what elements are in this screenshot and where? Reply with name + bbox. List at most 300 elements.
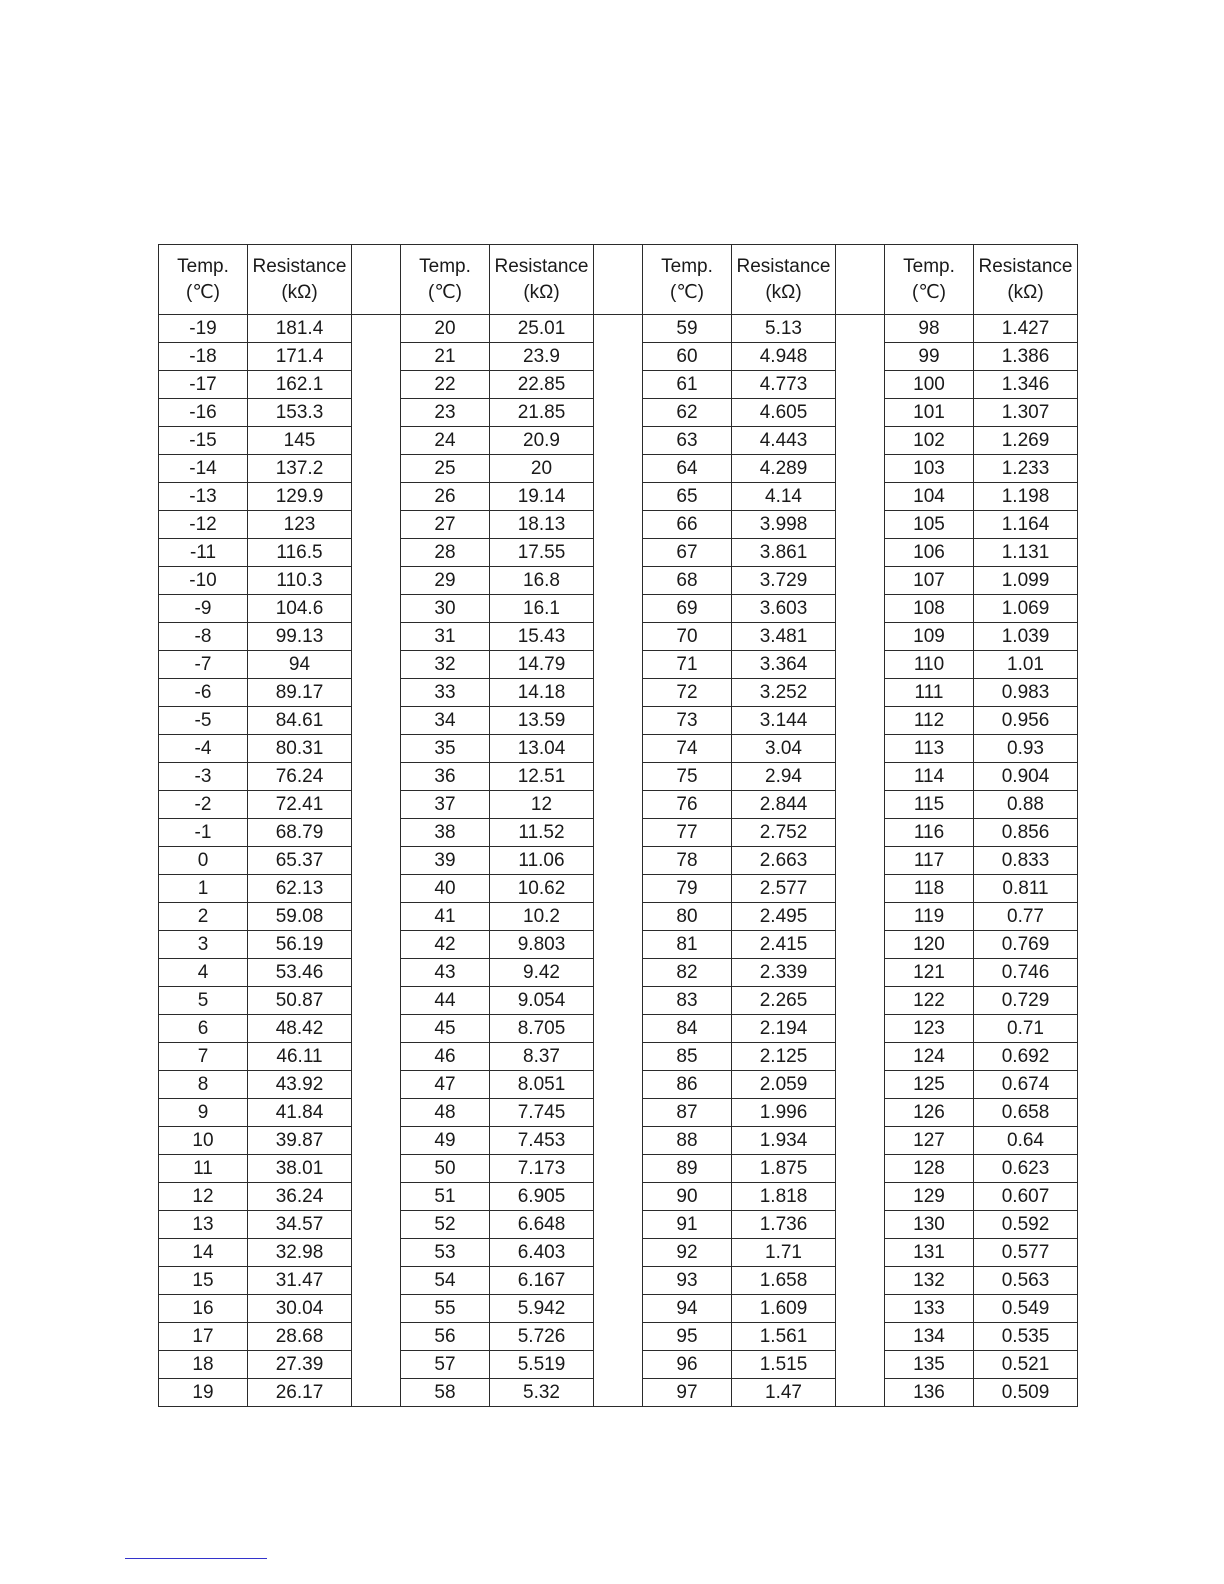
resistance-cell: 4.443 <box>732 427 836 455</box>
temp-cell: 108 <box>885 595 974 623</box>
temp-cell: 5 <box>159 987 248 1015</box>
temp-cell: 36 <box>401 763 490 791</box>
temp-cell: 100 <box>885 371 974 399</box>
resistance-cell: 84.61 <box>248 707 352 735</box>
column-gap <box>352 987 401 1015</box>
column-gap <box>836 483 885 511</box>
table-row <box>159 651 1078 679</box>
column-gap <box>836 1155 885 1183</box>
resistance-cell: 8.37 <box>490 1043 594 1071</box>
resistance-cell: 162.1 <box>248 371 352 399</box>
table-row <box>159 875 1078 903</box>
resistance-cell: 36.24 <box>248 1183 352 1211</box>
temp-cell: 32 <box>401 651 490 679</box>
temp-cell: 24 <box>401 427 490 455</box>
temp-cell: 80 <box>643 903 732 931</box>
table-row <box>159 1239 1078 1267</box>
column-gap <box>594 735 643 763</box>
column-gap <box>836 1099 885 1127</box>
temp-cell: 127 <box>885 1127 974 1155</box>
column-gap <box>352 1043 401 1071</box>
temp-cell: 95 <box>643 1323 732 1351</box>
column-gap <box>836 1379 885 1407</box>
resistance-cell: 18.13 <box>490 511 594 539</box>
resistance-header <box>732 245 836 315</box>
resistance-cell: 9.054 <box>490 987 594 1015</box>
column-gap <box>836 875 885 903</box>
resistance-cell: 3.603 <box>732 595 836 623</box>
resistance-cell: 8.051 <box>490 1071 594 1099</box>
table-row <box>159 1127 1078 1155</box>
temp-cell: 78 <box>643 847 732 875</box>
temp-cell: 22 <box>401 371 490 399</box>
temp-cell: 112 <box>885 707 974 735</box>
resistance-cell: 72.41 <box>248 791 352 819</box>
column-gap <box>836 735 885 763</box>
temp-header-unit: (℃) <box>428 281 462 303</box>
resistance-cell: 56.19 <box>248 931 352 959</box>
temp-cell: 38 <box>401 819 490 847</box>
temp-cell: 135 <box>885 1351 974 1379</box>
table-row <box>159 1267 1078 1295</box>
column-gap <box>594 987 643 1015</box>
column-gap <box>352 455 401 483</box>
column-gap <box>352 735 401 763</box>
resistance-cell: 99.13 <box>248 623 352 651</box>
resistance-cell: 0.692 <box>974 1043 1078 1071</box>
temp-cell: 92 <box>643 1239 732 1267</box>
resistance-cell: 12 <box>490 791 594 819</box>
temp-header <box>401 245 490 315</box>
table-row <box>159 1295 1078 1323</box>
column-gap <box>352 791 401 819</box>
column-gap <box>352 567 401 595</box>
resistance-header <box>490 245 594 315</box>
column-gap <box>352 763 401 791</box>
column-gap <box>836 455 885 483</box>
temp-cell: 13 <box>159 1211 248 1239</box>
resistance-cell: 2.663 <box>732 847 836 875</box>
temp-cell: 16 <box>159 1295 248 1323</box>
column-gap <box>352 539 401 567</box>
temp-cell: 101 <box>885 399 974 427</box>
column-gap <box>594 651 643 679</box>
temp-cell: -17 <box>159 371 248 399</box>
resistance-cell: 0.535 <box>974 1323 1078 1351</box>
column-gap <box>836 511 885 539</box>
resistance-cell: 1.609 <box>732 1295 836 1323</box>
resistance-cell: 38.01 <box>248 1155 352 1183</box>
temp-cell: 11 <box>159 1155 248 1183</box>
column-gap <box>594 903 643 931</box>
resistance-cell: 1.039 <box>974 623 1078 651</box>
temp-cell: 94 <box>643 1295 732 1323</box>
temp-cell: 124 <box>885 1043 974 1071</box>
temp-cell: 82 <box>643 959 732 987</box>
column-gap <box>836 707 885 735</box>
column-gap <box>594 1239 643 1267</box>
resistance-cell: 50.87 <box>248 987 352 1015</box>
temp-cell: 86 <box>643 1071 732 1099</box>
resistance-header-label: Resistance <box>978 255 1073 277</box>
resistance-header-label: Resistance <box>252 255 347 277</box>
temp-cell: 55 <box>401 1295 490 1323</box>
temp-cell: 66 <box>643 511 732 539</box>
temp-cell: 120 <box>885 931 974 959</box>
temp-cell: 21 <box>401 343 490 371</box>
resistance-cell: 20.9 <box>490 427 594 455</box>
temp-cell: -14 <box>159 455 248 483</box>
resistance-cell: 26.17 <box>248 1379 352 1407</box>
column-gap <box>594 679 643 707</box>
column-gap <box>594 371 643 399</box>
column-gap <box>594 1379 643 1407</box>
table-row <box>159 1155 1078 1183</box>
resistance-cell: 1.934 <box>732 1127 836 1155</box>
resistance-cell: 3.144 <box>732 707 836 735</box>
column-gap <box>836 847 885 875</box>
table-row <box>159 903 1078 931</box>
resistance-cell: 32.98 <box>248 1239 352 1267</box>
resistance-cell: 20 <box>490 455 594 483</box>
resistance-cell: 2.194 <box>732 1015 836 1043</box>
resistance-cell: 4.14 <box>732 483 836 511</box>
resistance-cell: 104.6 <box>248 595 352 623</box>
column-gap <box>352 1323 401 1351</box>
resistance-header-unit: (kΩ) <box>523 281 560 303</box>
temp-cell: 53 <box>401 1239 490 1267</box>
resistance-header-unit: (kΩ) <box>765 281 802 303</box>
column-gap <box>836 1211 885 1239</box>
temp-cell: 33 <box>401 679 490 707</box>
temp-cell: 115 <box>885 791 974 819</box>
column-gap <box>836 1071 885 1099</box>
column-gap <box>352 847 401 875</box>
resistance-cell: 14.79 <box>490 651 594 679</box>
table-row <box>159 735 1078 763</box>
resistance-cell: 1.069 <box>974 595 1078 623</box>
temp-cell: 90 <box>643 1183 732 1211</box>
resistance-cell: 2.752 <box>732 819 836 847</box>
column-gap <box>594 819 643 847</box>
temp-cell: 119 <box>885 903 974 931</box>
resistance-cell: 8.705 <box>490 1015 594 1043</box>
temp-cell: 46 <box>401 1043 490 1071</box>
temp-header <box>885 245 974 315</box>
resistance-cell: 2.125 <box>732 1043 836 1071</box>
resistance-cell: 0.93 <box>974 735 1078 763</box>
table-row <box>159 511 1078 539</box>
temp-cell: 34 <box>401 707 490 735</box>
table-row <box>159 315 1078 343</box>
resistance-cell: 116.5 <box>248 539 352 567</box>
temp-cell: -18 <box>159 343 248 371</box>
temp-cell: 93 <box>643 1267 732 1295</box>
temp-cell: 71 <box>643 651 732 679</box>
temp-cell: 4 <box>159 959 248 987</box>
resistance-cell: 1.233 <box>974 455 1078 483</box>
column-gap <box>836 245 885 315</box>
column-gap <box>594 427 643 455</box>
table-row <box>159 679 1078 707</box>
resistance-cell: 0.904 <box>974 763 1078 791</box>
temp-cell: -12 <box>159 511 248 539</box>
table-row <box>159 959 1078 987</box>
temp-cell: 48 <box>401 1099 490 1127</box>
resistance-cell: 110.3 <box>248 567 352 595</box>
resistance-cell: 22.85 <box>490 371 594 399</box>
temp-cell: 125 <box>885 1071 974 1099</box>
resistance-header <box>974 245 1078 315</box>
temp-cell: 76 <box>643 791 732 819</box>
temp-cell: -2 <box>159 791 248 819</box>
column-gap <box>594 847 643 875</box>
resistance-cell: 1.099 <box>974 567 1078 595</box>
resistance-cell: 25.01 <box>490 315 594 343</box>
temp-cell: 99 <box>885 343 974 371</box>
resistance-cell: 13.59 <box>490 707 594 735</box>
temp-cell: 133 <box>885 1295 974 1323</box>
resistance-cell: 23.9 <box>490 343 594 371</box>
resistance-cell: 5.32 <box>490 1379 594 1407</box>
resistance-cell: 5.13 <box>732 315 836 343</box>
table-body <box>159 315 1078 1407</box>
column-gap <box>352 903 401 931</box>
column-gap <box>352 959 401 987</box>
resistance-cell: 34.57 <box>248 1211 352 1239</box>
column-gap <box>352 1183 401 1211</box>
temp-cell: 65 <box>643 483 732 511</box>
column-gap <box>352 931 401 959</box>
temp-cell: 83 <box>643 987 732 1015</box>
temp-cell: 26 <box>401 483 490 511</box>
table-row <box>159 819 1078 847</box>
table-row <box>159 847 1078 875</box>
temp-cell: 116 <box>885 819 974 847</box>
temp-cell: 37 <box>401 791 490 819</box>
temp-cell: 25 <box>401 455 490 483</box>
temp-cell: 23 <box>401 399 490 427</box>
resistance-cell: 6.648 <box>490 1211 594 1239</box>
resistance-cell: 21.85 <box>490 399 594 427</box>
table-row <box>159 595 1078 623</box>
table-row <box>159 1043 1078 1071</box>
temp-cell: 129 <box>885 1183 974 1211</box>
temp-cell: 49 <box>401 1127 490 1155</box>
resistance-cell: 1.875 <box>732 1155 836 1183</box>
column-gap <box>836 371 885 399</box>
column-gap <box>836 399 885 427</box>
temp-cell: 31 <box>401 623 490 651</box>
temp-cell: 81 <box>643 931 732 959</box>
resistance-cell: 68.79 <box>248 819 352 847</box>
table-row <box>159 931 1078 959</box>
resistance-cell: 3.04 <box>732 735 836 763</box>
table-row <box>159 987 1078 1015</box>
temp-cell: 57 <box>401 1351 490 1379</box>
temp-cell: 106 <box>885 539 974 567</box>
resistance-cell: 1.164 <box>974 511 1078 539</box>
column-gap <box>594 1127 643 1155</box>
resistance-cell: 0.577 <box>974 1239 1078 1267</box>
temp-cell: 58 <box>401 1379 490 1407</box>
resistance-header <box>248 245 352 315</box>
column-gap <box>836 343 885 371</box>
temp-cell: -1 <box>159 819 248 847</box>
temp-cell: 105 <box>885 511 974 539</box>
resistance-cell: 65.37 <box>248 847 352 875</box>
column-gap <box>594 1211 643 1239</box>
temp-cell: 77 <box>643 819 732 847</box>
column-gap <box>352 707 401 735</box>
temp-header-label: Temp. <box>661 255 713 277</box>
temp-cell: -19 <box>159 315 248 343</box>
temp-cell: 42 <box>401 931 490 959</box>
column-gap <box>352 595 401 623</box>
column-gap <box>836 1043 885 1071</box>
resistance-cell: 31.47 <box>248 1267 352 1295</box>
resistance-cell: 1.47 <box>732 1379 836 1407</box>
column-gap <box>352 1071 401 1099</box>
resistance-cell: 15.43 <box>490 623 594 651</box>
resistance-cell: 89.17 <box>248 679 352 707</box>
resistance-cell: 3.364 <box>732 651 836 679</box>
resistance-cell: 1.658 <box>732 1267 836 1295</box>
temp-cell: 131 <box>885 1239 974 1267</box>
temp-cell: 121 <box>885 959 974 987</box>
resistance-header-unit: (kΩ) <box>1007 281 1044 303</box>
resistance-cell: 30.04 <box>248 1295 352 1323</box>
resistance-cell: 181.4 <box>248 315 352 343</box>
temp-cell: 44 <box>401 987 490 1015</box>
temp-cell: 88 <box>643 1127 732 1155</box>
temp-cell: -5 <box>159 707 248 735</box>
temp-cell: 128 <box>885 1155 974 1183</box>
temp-cell: 6 <box>159 1015 248 1043</box>
temp-cell: 18 <box>159 1351 248 1379</box>
table-row <box>159 539 1078 567</box>
temp-cell: 30 <box>401 595 490 623</box>
temp-header-unit: (℃) <box>186 281 220 303</box>
resistance-cell: 0.811 <box>974 875 1078 903</box>
temp-cell: 74 <box>643 735 732 763</box>
column-gap <box>352 1155 401 1183</box>
resistance-cell: 6.403 <box>490 1239 594 1267</box>
resistance-cell: 6.905 <box>490 1183 594 1211</box>
temp-cell: 130 <box>885 1211 974 1239</box>
temp-cell: 85 <box>643 1043 732 1071</box>
temp-cell: -4 <box>159 735 248 763</box>
resistance-cell: 0.746 <box>974 959 1078 987</box>
temp-cell: 118 <box>885 875 974 903</box>
temp-cell: 72 <box>643 679 732 707</box>
temp-cell: -10 <box>159 567 248 595</box>
temp-cell: 110 <box>885 651 974 679</box>
column-gap <box>352 343 401 371</box>
resistance-cell: 1.515 <box>732 1351 836 1379</box>
resistance-cell: 27.39 <box>248 1351 352 1379</box>
temp-cell: -6 <box>159 679 248 707</box>
resistance-cell: 10.62 <box>490 875 594 903</box>
temp-cell: 15 <box>159 1267 248 1295</box>
resistance-cell: 0.674 <box>974 1071 1078 1099</box>
column-gap <box>352 875 401 903</box>
resistance-cell: 0.983 <box>974 679 1078 707</box>
column-gap <box>594 1015 643 1043</box>
resistance-cell: 0.88 <box>974 791 1078 819</box>
temp-header-unit: (℃) <box>912 281 946 303</box>
resistance-cell: 0.521 <box>974 1351 1078 1379</box>
column-gap <box>352 1239 401 1267</box>
temp-cell: 43 <box>401 959 490 987</box>
temp-cell: 17 <box>159 1323 248 1351</box>
resistance-cell: 4.773 <box>732 371 836 399</box>
column-gap <box>836 679 885 707</box>
column-gap <box>594 567 643 595</box>
resistance-cell: 3.729 <box>732 567 836 595</box>
temp-cell: 9 <box>159 1099 248 1127</box>
column-gap <box>594 483 643 511</box>
resistance-cell: 59.08 <box>248 903 352 931</box>
temp-cell: 70 <box>643 623 732 651</box>
table-row <box>159 371 1078 399</box>
resistance-cell: 80.31 <box>248 735 352 763</box>
column-gap <box>594 1295 643 1323</box>
resistance-cell: 145 <box>248 427 352 455</box>
resistance-cell: 0.607 <box>974 1183 1078 1211</box>
temp-cell: 29 <box>401 567 490 595</box>
column-gap <box>594 595 643 623</box>
resistance-cell: 0.856 <box>974 819 1078 847</box>
temp-cell: 39 <box>401 847 490 875</box>
resistance-cell: 76.24 <box>248 763 352 791</box>
temp-cell: 54 <box>401 1267 490 1295</box>
column-gap <box>352 315 401 343</box>
column-gap <box>594 245 643 315</box>
resistance-cell: 129.9 <box>248 483 352 511</box>
temp-cell: 28 <box>401 539 490 567</box>
column-gap <box>836 315 885 343</box>
temp-cell: 56 <box>401 1323 490 1351</box>
temp-cell: -13 <box>159 483 248 511</box>
resistance-cell: 2.059 <box>732 1071 836 1099</box>
temp-cell: 107 <box>885 567 974 595</box>
column-gap <box>836 1351 885 1379</box>
table-row <box>159 1323 1078 1351</box>
table-row <box>159 399 1078 427</box>
resistance-cell: 48.42 <box>248 1015 352 1043</box>
column-gap <box>594 1155 643 1183</box>
temp-cell: 59 <box>643 315 732 343</box>
temp-cell: 79 <box>643 875 732 903</box>
resistance-cell: 1.131 <box>974 539 1078 567</box>
resistance-cell: 16.8 <box>490 567 594 595</box>
column-gap <box>594 763 643 791</box>
temp-cell: 109 <box>885 623 974 651</box>
resistance-cell: 2.415 <box>732 931 836 959</box>
temp-cell: 134 <box>885 1323 974 1351</box>
temp-cell: 69 <box>643 595 732 623</box>
column-gap <box>594 315 643 343</box>
column-gap <box>836 567 885 595</box>
resistance-cell: 0.71 <box>974 1015 1078 1043</box>
resistance-cell: 17.55 <box>490 539 594 567</box>
column-gap <box>594 539 643 567</box>
temp-cell: 84 <box>643 1015 732 1043</box>
table-row <box>159 1351 1078 1379</box>
temp-header-label: Temp. <box>177 255 229 277</box>
column-gap <box>836 427 885 455</box>
